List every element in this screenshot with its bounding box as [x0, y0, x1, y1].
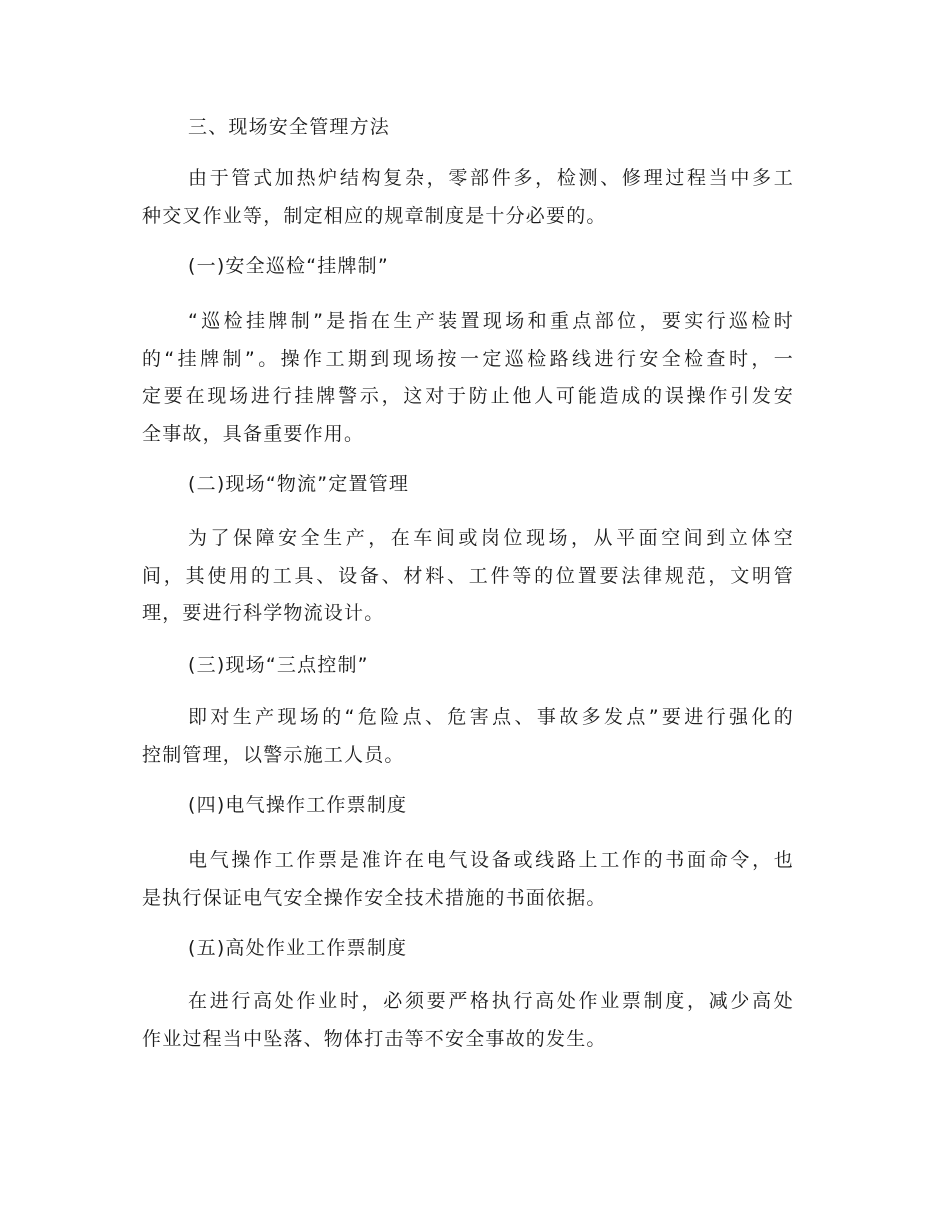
section-heading: 三、现场安全管理方法: [188, 116, 391, 138]
paragraph-line: 在进行高处作业时，必须要严格执行高处作业票制度，减少高处: [188, 990, 794, 1012]
paragraph-line: 的“挂牌制”。操作工期到现场按一定巡检路线进行安全检查时，一: [142, 347, 794, 370]
paragraph-line: 电气操作工作票是准许在电气设备或线路上工作的书面命令，也: [188, 849, 794, 871]
paragraph-line: 全事故，具备重要作用。: [142, 422, 365, 445]
paragraph-line: 理，要进行科学物流设计。: [142, 602, 385, 624]
paragraph-line: “巡检挂牌制”是指在生产装置现场和重点部位，要实行巡检时: [188, 310, 794, 332]
paragraph-line: 种交叉作业等，制定相应的规章制度是十分必要的。: [142, 204, 607, 227]
subsection-paragraph-5: [142, 983, 794, 1058]
paragraph-line: 控制管理，以警示施工人员。: [142, 743, 405, 766]
paragraph-line: 作业过程当中坠落、物体打击等不安全事故的发生。: [142, 1027, 607, 1050]
paragraph-line: 即对生产现场的“危险点、危害点、事故多发点”要进行强化的: [188, 706, 794, 728]
subsection-heading-4: (四)电气操作工作票制度: [188, 794, 408, 816]
subsection-heading-5: (五)高处作业工作票制度: [188, 937, 408, 959]
subsection-paragraph-4: [142, 842, 794, 917]
paragraph-line: 是执行保证电气安全操作安全技术措施的书面依据。: [142, 886, 607, 909]
subsection-heading-3: (三)现场“三点控制”: [188, 654, 369, 676]
paragraph-line: 由于管式加热炉结构复杂，零部件多，检测、修理过程当中多工: [188, 167, 794, 189]
paragraph-line: 定要在现场进行挂牌警示，这对于防止他人可能造成的误操作引发安: [142, 385, 794, 407]
subsection-paragraph-1: [142, 303, 794, 453]
subsection-paragraph-2: [142, 520, 794, 633]
paragraph-line: 间，其使用的工具、设备、材料、工件等的位置要法律规范，文明管: [142, 564, 794, 587]
subsection-paragraph-3: [142, 699, 794, 774]
subsection-heading-2: (二)现场“物流”定置管理: [188, 473, 410, 495]
intro-paragraph: [142, 160, 794, 235]
paragraph-line: 为了保障安全生产，在车间或岗位现场，从平面空间到立体空: [188, 527, 794, 549]
subsection-heading-1: (一)安全巡检“挂牌制”: [188, 255, 389, 277]
